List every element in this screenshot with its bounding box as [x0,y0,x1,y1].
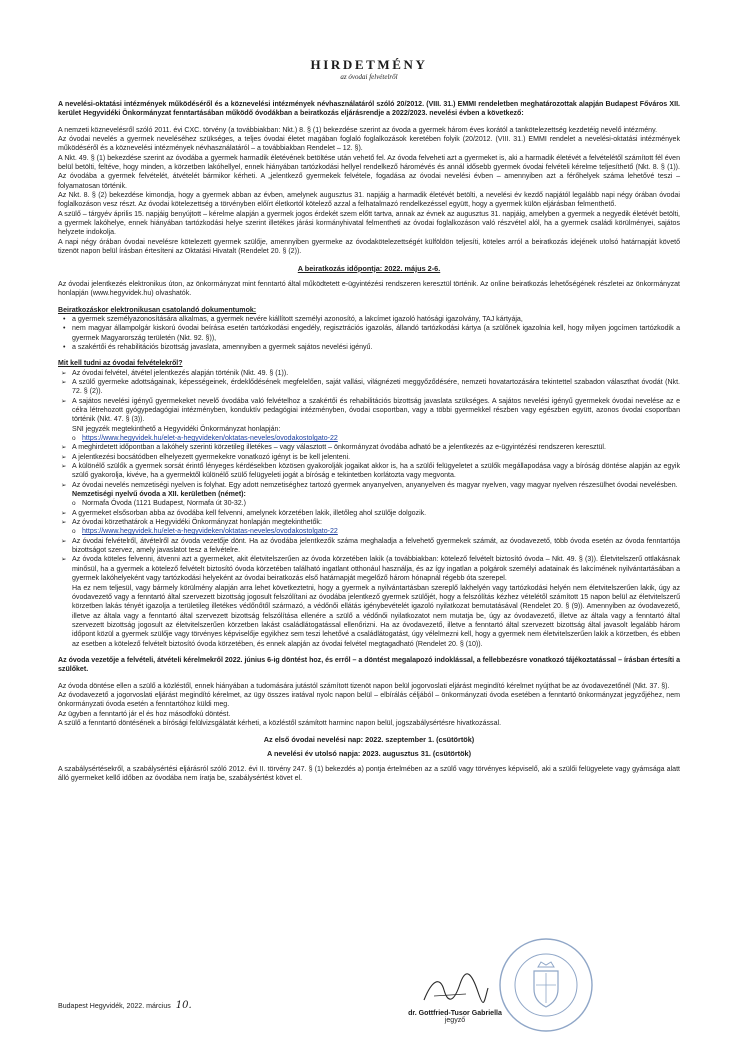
list-item: ➢ Az óvodai körzethatárok a Hegyvidéki Önkormányzat honlapján megtekinthetők: [72,518,680,527]
first-day: Az első óvodai nevelési nap: 2022. szeptember 1. (csütörtök) [263,735,475,745]
list-item: ➢ A jelentkezési bocsátódben elhelyezett gyermekekre vonatkozó igényt is be kell jelenteni. [72,453,680,462]
intro-paragraph: A nevelési-oktatási intézmények működéséről és a köznevelési intézmények névhasználatáról szóló 20/2012. (VIII. 31.) EMMI rendeletben meghatározottak alapján Budapest Főváros XII. kerület Hegyvidéki Önkormányzat fenntartásában működő óvodákban a beiratkozás eljárásrendje a 2022/2023. nevelési évben a következő: [58,101,680,118]
online-enrollment-text: Az óvodai jelentkezés elektronikus úton, az önkormányzat mint fenntartó által működtetett e-ügyintézési rendszeren keresztül történik. Az online beiratkozás lehetőségének részletei az önkormányzat honlapján (www.hegyvidek.hu) olvashatók. [58,280,680,298]
appeal-paragraph: Az óvoda döntése ellen a szülő a közléstől, ennek hiányában a tudomására jutástól számított tizenöt napon belül jogorvoslati eljárást megindító kérelmet nyújthat be az óvodavezetőnél (Nkt. 37. §). [58,682,670,690]
documents-heading: Beiratkozáskor elektronikusan csatolandó dokumentumok: [58,306,257,314]
appeal-paragraph: Az ügyben a fenntartó jár el és hoz másodfokú döntést. [58,710,231,718]
sni-link[interactable]: https://www.hegyvidek.hu/elet-a-hegyvideken/oktatas-neveles/ovodakostolgato-22 [82,435,338,442]
signature-scrawl-icon [420,972,490,1008]
rule-paragraph: A napi négy órában óvodai nevelésre kötelezett gyermek szülője, amennyiben gyermeke az óvodakötelezettségét külföldön teljesíti, köteles arról a beiratkozás idejének utolsó határnapját követő tizenöt napon belül írásban értesíteni az Oktatási Hivatalt (Rendelet 20. § (2)). [58,238,680,256]
sni-link-item [58,434,680,443]
list-item: • a gyermek személyazonosítására alkalmas, a gyermek nevére kiállított személyi azonosító, a lakcímet igazoló hatósági igazolvány, TAJ kártyája, [72,315,680,324]
list-item: ➢ A gyermeket elsősorban abba az óvodába kell felvenni, amelynek körzetében lakik, illetőleg ahol szülője dolgozik. [72,509,680,518]
list-item: ➢ Az óvodai nevelés nemzetiségi nyelven is folyhat. Egy adott nemzetiséghez tartozó gyermek anyanyelven, anyanyelven és magyar nyelven, vagy magyar nyelven részesülhet óvodai nevelésben. [72,481,680,490]
enrollment-date-heading: A beiratkozás időpontja: 2022. május 2-6. [297,263,441,273]
rule-paragraph: A Nkt. 49. § (1) bekezdése szerint az óvodába a gyermek harmadik életévének betöltése után vehető fel. Az óvoda felveheti azt a gyermeket is, aki a harmadik életévét a felvételétől számított fél éven belül betölti, feltéve, hogy minden, a körzetben lakóhellyel, ennek hiányában tartózkodási hellyel rendelkező háromévés és annál idősebb gyermek óvodai felvételi kérelme teljesíthető (Nkt. 8. § (1)). Az óvodába a gyermek felvételét, átvételét bármikor kérheti. A „jelentkező gyermekek felvétele, fogadása az óvodai nevelési évben – amennyiben azt a férőhelyek száma lehetővé teszi – folyamatosan történik. [58,154,680,190]
list-item: ➢ Az óvodai felvételről, átvételről az óvoda vezetője dönt. Ha az óvodába jelentkezők száma meghaladja a felvehető gyermekek számát, az óvodavezető, több óvoda esetén az óvoda fenntartója bizottságot szervez, amely javaslatot tesz a felvételre. [72,537,680,556]
know-list-4 [58,537,680,584]
signatory-name: dr. Gottfried-Tusor Gabriella [408,1010,502,1017]
list-item: ➢ A különélő szülők a gyermek sorsát érintő lényeges kérdésekben közösen gyakorolják jogaikat akkor is, ha a szülői felügyeletet a szülők megállapodása vagy a bíróság döntése alapján az egyik szülő gyakorolja, kivéve, ha a gyermektől különélő szülő felügyeleti jogát a bíróság e tekintetben korlátozta vagy megvonta. [72,462,680,481]
general-rules [58,126,680,257]
residence-paragraph: Ha ez nem teljesül, vagy bármely körülmény alapján arra lehet következtetni, hogy a gyermek a nyilvántartásban szereplő lakhelyén vagy tartózkodási helyén nem életvitelszerűen lakik, úgy az óvodavezető vagy a fenntartó által szervezett bizottság jogosult felszólítani az óvodába jelentkező gyermek szülőjét, hogy a felszólítás kézhez vételétől számított 15 napon belül az életvitelszerű körzetben lakás tényét igazolja a területileg illetékes védőnőtől származó, a védőnői ellátás igénybevételét igazoló nyilatkozat bemutatásával (Rendelet 20. § (9)). Amennyiben az óvodavezető, illetve az általa vagy a fenntartó által szervezett bizottság felszólítása ellenére a szülő a védőnői nyilatkozatot nem mutatja be, úgy az óvodavezető, illetve az általa vagy a fenntartó által szervezett bizottság jogosult az életvitelszerűen körzetben lakást családlátogatással ellenőrizni. Ha az óvodavezető, illetve a fenntartó által szervezett bizottság által javasolt legalább három időpont közül a gyermek szülője vagy törvényes képviselője egyikhez sem teszi lehetővé a családlátogatást, úgy vélelmezni kell, hogy a gyermek nem életvitelszerűen lakik a körzetben, és ebben az esetben a kötelező felvételt biztosító óvoda körzetében, és ennek alapján az óvodai felvétel megtagadható (Rendelet 20. § (10)). [72,584,680,648]
appeal-paragraph: Az óvodavezető a jogorvoslati eljárást megindító kérelmet, az ügy összes iratával nyolc napon belül – elbírálás céljából – önkormányzati óvoda esetében a fenntartó önkormányzat jegyzőjéhez, nem önkormányzati óvoda esetén a fenntartóhoz küldi meg. [58,691,680,709]
list-item: ➢ Az óvoda köteles felvenni, átvenni azt a gyermeket, akit életvitelszerűen az óvoda körzetében lakik (a továbbiakban: kötelező felvételt biztosító óvoda – Nkt. 49. § (3)). Életvitelszerű ottlakásnak minősül, ha a gyermek a kötelező felvételt biztosító óvoda körzetében található ingatlant otthonául használja, és az így ingatlan a polgárok személyi adatainak és lakcímének nyilvántartásában a gyermek lakóhelyeként vagy tartózkodási helyeként az óvodai beiratkozás első határnapját megelőző három hónapnál régebb óta szerepel. [72,555,680,583]
documents-list [58,315,680,352]
decision-paragraph: Az óvoda vezetője a felvételi, átvételi kérelmekről 2022. június 6-ig döntést hoz, és erről – a döntést megalapozó indoklással, a fellebbezésre vonatkozó tájékoztatással – írásban értesíti a szülőket. [58,656,680,674]
nationality-heading: Nemzetiségi nyelvű óvoda a XII. kerületben (német): [72,491,246,499]
know-list [58,369,680,425]
sni-note: SNI jegyzék megtekinthető a Hegyvidéki Önkormányzat honlapján: [72,425,281,433]
document-title: HIRDETMÉNY [310,57,428,72]
know-list-2 [58,443,680,490]
know-list-3 [58,509,680,528]
list-item: ➢ A meghirdetett időpontban a lakóhely szerinti körzetileg illetékes – vagy választott – önkormányzat óvodába adható be a jelentkezés az e-ügyintézési rendszeren keresztül. [72,443,680,452]
rule-paragraph: A nemzeti köznevelésről szóló 2011. évi CXC. törvény (a továbbiakban: Nkt.) 8. § (1) bekezdése szerint az óvoda a gyermek három éves korától a tankötelezettség kezdetéig nevelő intézmény. [58,126,658,134]
list-item: ➢ Az óvodai felvétel, átvétel jelentkezés alapján történik (Nkt. 49. § (1)). [72,369,680,378]
rule-paragraph: Az Nkt. 8. § (2) bekezdése kimondja, hogy a gyermek abban az évben, amelynek augusztus 31. napjáig a harmadik életévét betölti, a nevelési év kezdő napjától legalább napi négy órában óvodai foglalkozáson vesz részt. Az óvodai kötelezettség a törvényben előírt életkortól kötelező azzal a felhatalmazó rendelkezéssel együtt, hogy a gyermek külön eljárásban felmenthető. [58,192,680,209]
signature-block [380,1010,530,1024]
signatory-role: jegyző [444,1017,466,1024]
handwritten-day: 10. [175,1000,192,1011]
footer-place-date [58,1000,192,1011]
place-date-text: Budapest Hegyvidék, 2022. március [58,1003,171,1010]
list-item: ➢ A sajátos nevelési igényű gyermekeket nevelő óvodába való felvételhoz a szakértői és rehabilitációs bizottság javaslata szükséges. A sajátos nevelési igényű gyermekek óvodai nevelése az e célra létrehozott gyógypedagógiai intézményben, konduktív pedagógiai intézményben, óvodai csoportban, vagy a többi gyermekkel részben vagy egészben együtt, azonos óvodai csoportban történik (Nkt. 47. § (3)). [72,397,680,425]
appeal-paragraph: A szülő a fenntartó döntésének a bírósági felülvizsgálatát kérheti, a közléstől számított harminc napon belül, jogszabálysértésre hivatkozással. [58,719,502,727]
list-item: ➢ A szülő gyermeke adottságainak, képességeinek, érdeklődésének megfelelően, saját vallási, világnézeti meggyőződésére, nemzeti hovatartozására tekintettel szabadon választhat óvodát (Nkt. 72. § (2)). [72,378,680,397]
district-link[interactable]: https://www.hegyvidek.hu/elet-a-hegyvideken/oktatas-neveles/ovodakostolgato-22 [82,528,338,536]
rule-paragraph: A szülő – tárgyév április 15. napjáig benyújtott – kérelme alapján a gyermek jogos érdekét szem előtt tartva, annak az évnek az augusztus 31. napjáig, amelyben a gyermek a negyedik életévét betölti, a gyermek lakóhelye, ennek hiányában tartózkodási helye szerint illetékes járási kormányhivatal felmentheti az óvodai foglalkozáson való részvétel alól, ha a gyermek családi körülményei, sajátos helyzete indokolja. [58,210,680,237]
know-heading: Mit kell tudni az óvodai felvételekről? [58,360,183,368]
rule-paragraph: Az óvodai nevelés a gyermek neveléséhez szükséges, a teljes óvodai életet magában foglaló foglalkozások keretében folyik (20/2012. (VIII. 31.) EMMI rendelet a nevelési-oktatási intézmények működéséről és a köznevelési intézmények névhasználatáról – a továbbiakban Rendelet – 12. §). [58,136,680,153]
nationality-kindergarten: o Normafa Óvoda (1121 Budapest, Normafa út 30-32.) [58,499,680,508]
district-link-item [58,527,680,536]
sanction-paragraph: A szabálysértésekről, a szabálysértési eljárásról szóló 2012. évi II. törvény 247. § (1) bekezdés a) pontja értelmében az a szülő vagy törvényes képviselő, aki a szülői felügyelete vagy gyámsága alatt álló gyermeket kellő időben az óvodába nem íratja be, szabálysértést követ el. [58,766,680,783]
appeal-section [58,682,680,729]
last-day: A nevelési év utolsó napja: 2023. augusztus 31. (csütörtök) [266,748,472,758]
list-item: • nem magyar állampolgár kiskorú óvodai beírása esetén tartózkodási engedély, regisztrációs igazolás, állandó tartózkodási kártya (a szülőnek igazolnia kell, hogy milyen jogcímen tartózkodik a gyermek Magyarország területén (Nkt. 92. §)), [72,324,680,343]
list-item: • a szakértői és rehabilitációs bizottság javaslata, amennyiben a gyermek sajátos nevelési igényű. [72,343,680,352]
document-subtitle: az óvodai felvételről [340,73,398,81]
